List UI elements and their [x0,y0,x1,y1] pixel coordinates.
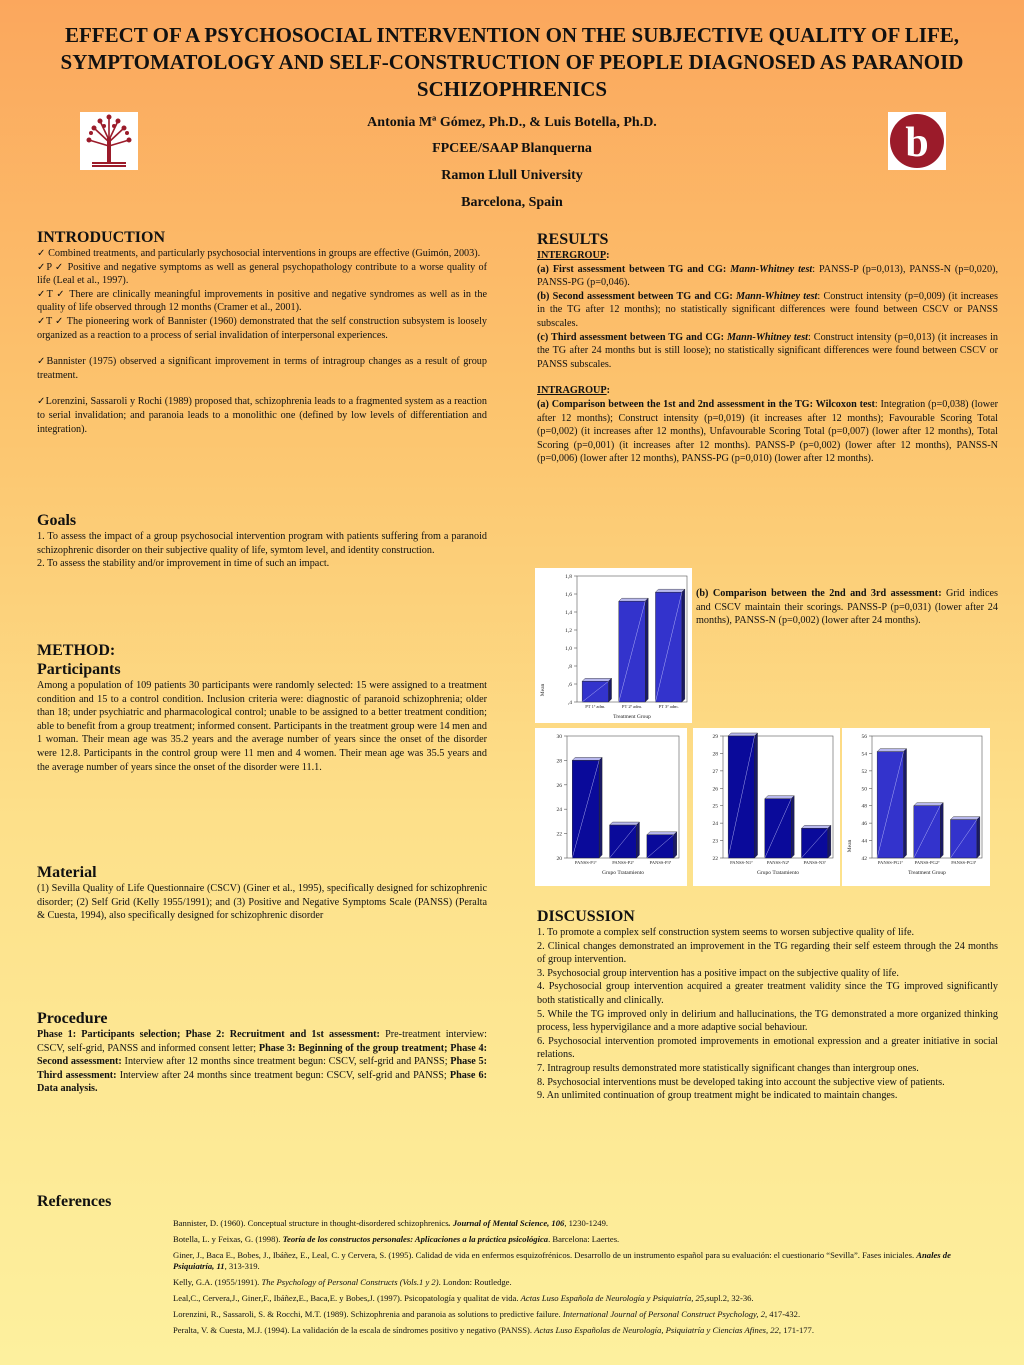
y-tick-label: 46 [861,821,867,828]
y-tick-label: ,8 [567,664,572,670]
bar [765,796,794,858]
bar [801,825,830,858]
y-tick-label: 22 [712,856,718,862]
affiliation-1: FPCEE/SAAP Blanquerna [432,141,592,156]
bar-side [674,832,677,858]
introduction-heading: INTRODUCTION [37,229,166,246]
y-tick-label: 44 [861,838,867,845]
discussion-item: 5. While the TG improved only in delirium and hallucinations, the TG demonstrated a more organized thinking process, less hypervigilance and a more adaptive social behaviour. [537,1008,998,1034]
y-tick-label: 22 [556,831,562,838]
y-tick-label: 1,4 [565,610,572,616]
intro-paragraph: ✓Bannister (1975) observed a significant improvement in terms of intragroup changes as a result of group treatment. [37,356,487,381]
procedure-text: Phase 1: Participants selection; Phase 2: Recruitment and 1st assessment: Pre-treatment interview: CSCV, self-grid, PANSS and informed consent letter; Phase 3: Beginning of the group treatment; Phase 4: Second assessment: Interview after 12 months since treatment begun: CSCV, self-grid and PANSS; Phase 5: Third assessment: Interview after 24 months since treatment begun: CSCV, self-grid and PANSS; Phase 6: Data analysis. [37,1029,488,1095]
intragroup-label: INTRAGROUP: [537,385,611,397]
x-tick-label: PT 3ª adm. [658,704,679,709]
goal-item: 1. To assess the impact of a group psychosocial intervention program with patients suffering from a paranoid schizophrenic disorder on their subjective quality of life, symtom level, and identity construction. [37,531,487,556]
poster-title: EFFECT OF A PSYCHOSOCIAL INTERVENTION ON THE SUBJECTIVE QUALITY OF LIFE, SYMPTOMATOLOGY AND SELF-CONSTRUCTION OF PEOPLE DIAGNOSED AS PARANOID SCHIZOPHRENICS [60,23,964,101]
x-tick-label: PT 1ª adm. [585,704,606,709]
material-section [37,863,487,923]
intergroup-a: (a) First assessment between TG and CG: Mann-Whitney test: PANSS-P (p=0,013), PANSS-N (p=0,020), PANSS-PG (p=0,046). [537,263,998,289]
y-tick-label: 1,0 [565,646,572,652]
bar-side [977,817,980,858]
results-heading: RESULTS [537,231,609,248]
tree-logo [80,112,138,170]
y-tick-label: 23 [712,838,718,845]
intro-paragraph: ✓T ✓ The pioneering work of Bannister (1960) demonstrated that the self construction subsystem is loosely organized as a reaction to a process of serial invalidation of interpersonal experiences. [37,315,487,341]
blanquerna-logo [888,112,946,170]
authors: Antonia Mª Gómez, Ph.D., & Luis Botella, Ph.D. [367,115,657,130]
discussion-section [537,907,998,1103]
y-tick-label: 27 [712,768,718,775]
reference-item: Bannister, D. (1960). Conceptual structure in thought-disordered schizophrenics. Journal of Mental Science, 106, 1230-1249. [173,1218,609,1228]
y-tick-label: 30 [556,734,562,740]
bar [877,749,906,858]
bar-side [904,749,907,858]
y-tick-label: 56 [861,734,867,740]
y-tick-label: 24 [556,807,562,814]
bar-side [828,825,831,858]
reference-item: Botella, L. y Feixas, G. (1998). Teoría de los constructos personales: Aplicaciones a la práctica psicológica. Barcelona: Laertes. [173,1234,620,1244]
chart-panss-n [693,728,840,886]
discussion-item: 7. Intragroup results demonstrated more statistically significant changes than intergroup ones. [537,1062,919,1074]
b-circle-icon [888,112,946,170]
x-tick-label: PANSS-N2ª [766,860,790,865]
bar-side [636,822,639,858]
y-tick-label: 24 [712,821,718,828]
bar-side [682,589,685,702]
bar-side [791,796,794,858]
bar-side [940,803,943,858]
discussion-item: 4. Psychosocial group intervention acquired a greater treatment validity since the TG improved significantly both statistically and clinically. [537,981,998,1006]
references-list [173,1218,993,1341]
bar [610,822,640,858]
y-tick-label: ,4 [567,700,572,706]
location: Barcelona, Spain [461,195,563,210]
x-tick-label: PANSS-PG1ª [877,860,903,865]
bar-top [655,589,684,592]
intergroup-c: (c) Third assessment between TG and CG: Mann-Whitney test: Construct intensity (p=0,013) (it increases in the TG after 24 months but is still loose); no statistically significant differences were found between CSCV or PANSS subscales. [537,331,998,370]
y-tick-label: 54 [861,751,867,758]
intragroup-a: (a) Comparison between the 1st and 2nd assessment in the TG: Wilcoxon test: Integration (p=0,038) (lower after 12 months); Construct intensity (p=0,019) (it increases after 12 months); Favourable Scoring Total (p=0,002) (it increases after 12 months), Unfavourable Scoring Total (p=0,007) (lower after 12 months), Total Scoring (p=0,001) (it increases after 12 months). PANSS-P (p=0,002) (lower after 12 months), PANSS-N (p=0,006) (lower after 12 months), PANSS-PG (p=0,010) (lower after 12 months). [537,398,998,465]
bar-top [765,796,794,799]
chart-panss-p [535,728,687,886]
tree-icon [80,112,138,170]
x-tick-label: PANSS-P2ª [612,860,634,865]
y-tick-label: 52 [861,768,867,775]
x-tick-label: PT 2ª adm. [621,704,643,709]
references-heading: References [37,1193,112,1210]
discussion-item: 1. To promote a complex self construction system seems to worsen subjective quality of life. [537,927,915,938]
discussion-item: 2. Clinical changes demonstrated an improvement in the TG regarding their self esteem through the 24 months of group intervention. [537,940,998,966]
x-tick-label: PANSS-PG3ª [951,860,977,865]
bar-side [755,733,758,858]
bar-top [950,817,979,820]
x-tick-label: PANSS-P1ª [574,860,597,865]
reference-item: Peralta, V. & Cuesta, M.J. (1994). La validación de la escala de síndromes positivo y negativo (PANSS). Actas Luso Españolas de Neurología, Psiquiatría y Ciencias Afines, 22, 171-177. [173,1325,814,1335]
intro-paragraph: ✓Lorenzini, Sassaroli y Rochi (1989) proposed that, schizophrenia leads to a fragmented system as a reaction to serial invalidation; and paranoia leads to a monolithic one (defined by low levels of differentiation and integration). [37,396,487,435]
goals-section [37,511,487,571]
y-tick-label: 1,2 [565,628,572,634]
introduction-section [37,228,487,436]
reference-item: Giner, J., Baca E., Bobes, J., Ibáñez, E., Leal, C. y Cervera, S. (1995). Calidad de vida en enfermos esquizofrénicos. Desarrollo de un instrumento español para su evaluación: el cuestionario “Sevilla”. Fases iniciales. Anales de Psiquiatría, 11, 313-319. [173,1250,951,1271]
chart-1-box [535,568,692,723]
y-tick-label: 28 [712,751,718,758]
x-axis-label: Treatment Group [613,714,651,720]
y-tick-label: 1,8 [565,574,572,580]
bar [572,757,602,858]
bar [728,733,757,858]
goals-heading: Goals [37,512,77,529]
logo-letter: b [905,120,929,166]
y-tick-label: 28 [556,758,562,765]
x-tick-label: PANSS-P3ª [649,860,672,865]
bar-top [572,757,602,760]
y-tick-label: 26 [556,782,562,789]
bar-side [609,678,612,702]
y-tick-label: 42 [861,856,867,862]
x-axis-label: Grupo Tratamiento [601,870,645,876]
chart-construct-intensity [535,568,692,723]
bar-top [610,822,640,825]
method-heading: METHOD: [37,642,116,659]
bar [619,598,648,702]
bar [950,817,979,858]
reference-item: Leal,C., Cervera,J., Giner,F., Ibáñez,E., Baca,E. y Bobes,J. (1997). Psicopatología y qualitat de vida. Actas Luso Española de Neurología y Psiquiatría, 25,supl.2, 32-36. [173,1293,754,1303]
intergroup-b: (b) Second assessment between TG and CG: Mann-Whitney test: Construct intensity (p=0,009) (it increases in the TG after 12 months); no statistically significant differences were found between CSCV or PANSS subscales. [537,290,999,329]
x-tick-label: PANSS-PG2ª [914,860,940,865]
bar-side [645,598,648,702]
y-tick-label: 20 [556,856,562,862]
reference-item: Kelly, G.A. (1955/1991). The Psychology of Personal Constructs (Vols.1 y 2). London: Routledge. [173,1277,512,1287]
y-tick-label: 48 [861,803,867,810]
y-tick-label: 50 [861,786,867,793]
y-axis-label: Mean [847,839,853,853]
bar-top [877,749,906,752]
chart-4-box [842,728,990,886]
bar [914,803,943,858]
participants-text: Among a population of 109 patients 30 participants were randomly selected: 15 were assigned to a treatment condition and 15 to a control condition. Inclusion criteria were: diagnostic of paranoid schizophrenia; older than 18; under psychiatric and pharmacological control; unable to be assigned to a better treatment condition; able to benefit from a group treatment; informed consent. Participants in the treatment group were 14 men and 1 woman. Their mean age was 35.2 years and the average number of years since the onset of the disorder were 12.8. Participants in the control group were 11 men and 4 women. Their mean age was 35.5 years and the average number of years since the onset of the disorder were 11.1. [37,680,487,773]
bar-side [599,757,602,858]
intro-paragraph: ✓ Combined treatments, and particularly psychosocial interventions in groups are effective (Guimón, 2003). [37,248,481,259]
y-tick-label: 26 [712,786,718,793]
bar-top [619,598,648,601]
bar [582,678,611,702]
bar-top [728,733,757,736]
reference-item: Lorenzini, R., Sassaroli, S. & Rocchi, M.T. (1989). Schizophrenia and paranoia as solutions to predictive failure. International Journal of Personal Construct Psychology, 2, 417-432. [173,1309,801,1319]
intro-paragraph: ✓T ✓ There are clinically meaningful improvements in positive and negative syndromes as well as in the quality of life observed through 12 months (Cramer et al., 2001). [37,288,487,314]
discussion-item: 3. Psychosocial group intervention has a positive impact on the subjective quality of life. [537,967,899,979]
y-tick-label: 1,6 [565,592,572,598]
x-tick-label: PANSS-N1ª [730,860,753,865]
bar-top [647,832,677,835]
bar [655,589,684,702]
discussion-item: 9. An unlimited continuation of group treatment might be indicated to maintain changes. [537,1090,898,1102]
procedure-section [37,1009,487,1096]
y-axis-label: Mean [540,683,546,697]
intro-paragraph: ✓P ✓ Positive and negative symptoms as well as general psychopathology contribute to a worse quality of life (Leal et al., 1997). [37,261,487,287]
results-section [537,230,998,466]
procedure-heading: Procedure [37,1010,108,1027]
bar-top [582,678,611,681]
bar [647,832,677,858]
bar-top [801,825,830,828]
y-tick-label: 29 [712,734,718,740]
discussion-item: 6. Psychosocial intervention promoted improvements in emotional expression and a greater initiative in social relations. [537,1035,998,1061]
discussion-item: 8. Psychosocial interventions must be developed taking into account the subjective view of patients. [537,1076,945,1088]
goal-item: 2. To assess the stability and/or improvement in time of such an impact. [37,558,330,570]
chart-panss-pg [842,728,990,886]
intergroup-label: INTERGROUP: [537,250,610,261]
x-axis-label: Treatment Group [908,870,946,876]
chart-3-box [693,728,840,886]
material-heading: Material [37,864,97,881]
bar-top [914,803,943,806]
y-tick-label: ,6 [567,682,572,688]
x-axis-label: Grupo Tratamiento [756,870,800,876]
participants-heading: Participants [37,661,121,678]
discussion-heading: DISCUSSION [537,908,635,925]
chart-2-box [535,728,687,886]
intragroup-b: (b) Comparison between the 2nd and 3rd assessment: Grid indices and CSCV maintain their scorings. PANSS-P (p=0,031) (lower after 24 months), PANSS-N (p=0,002) (lower after 24 months). [696,588,999,627]
material-text: (1) Sevilla Quality of Life Questionnaire (CSCV) (Giner et al., 1995), specifically designed for schizophrenic disorder; (2) Self Grid (Kelly 1955/1991); and (3) Positive and Negative Symptoms Scale (PANSS) (Peralta & Cuesta, 1994), also specifically designed for schizophrenic disorder [37,883,487,922]
y-tick-label: 25 [712,803,718,810]
method-section [37,641,487,774]
x-tick-label: PANSS-N3ª [803,860,826,865]
affiliation-2: Ramon Llull University [441,168,583,183]
